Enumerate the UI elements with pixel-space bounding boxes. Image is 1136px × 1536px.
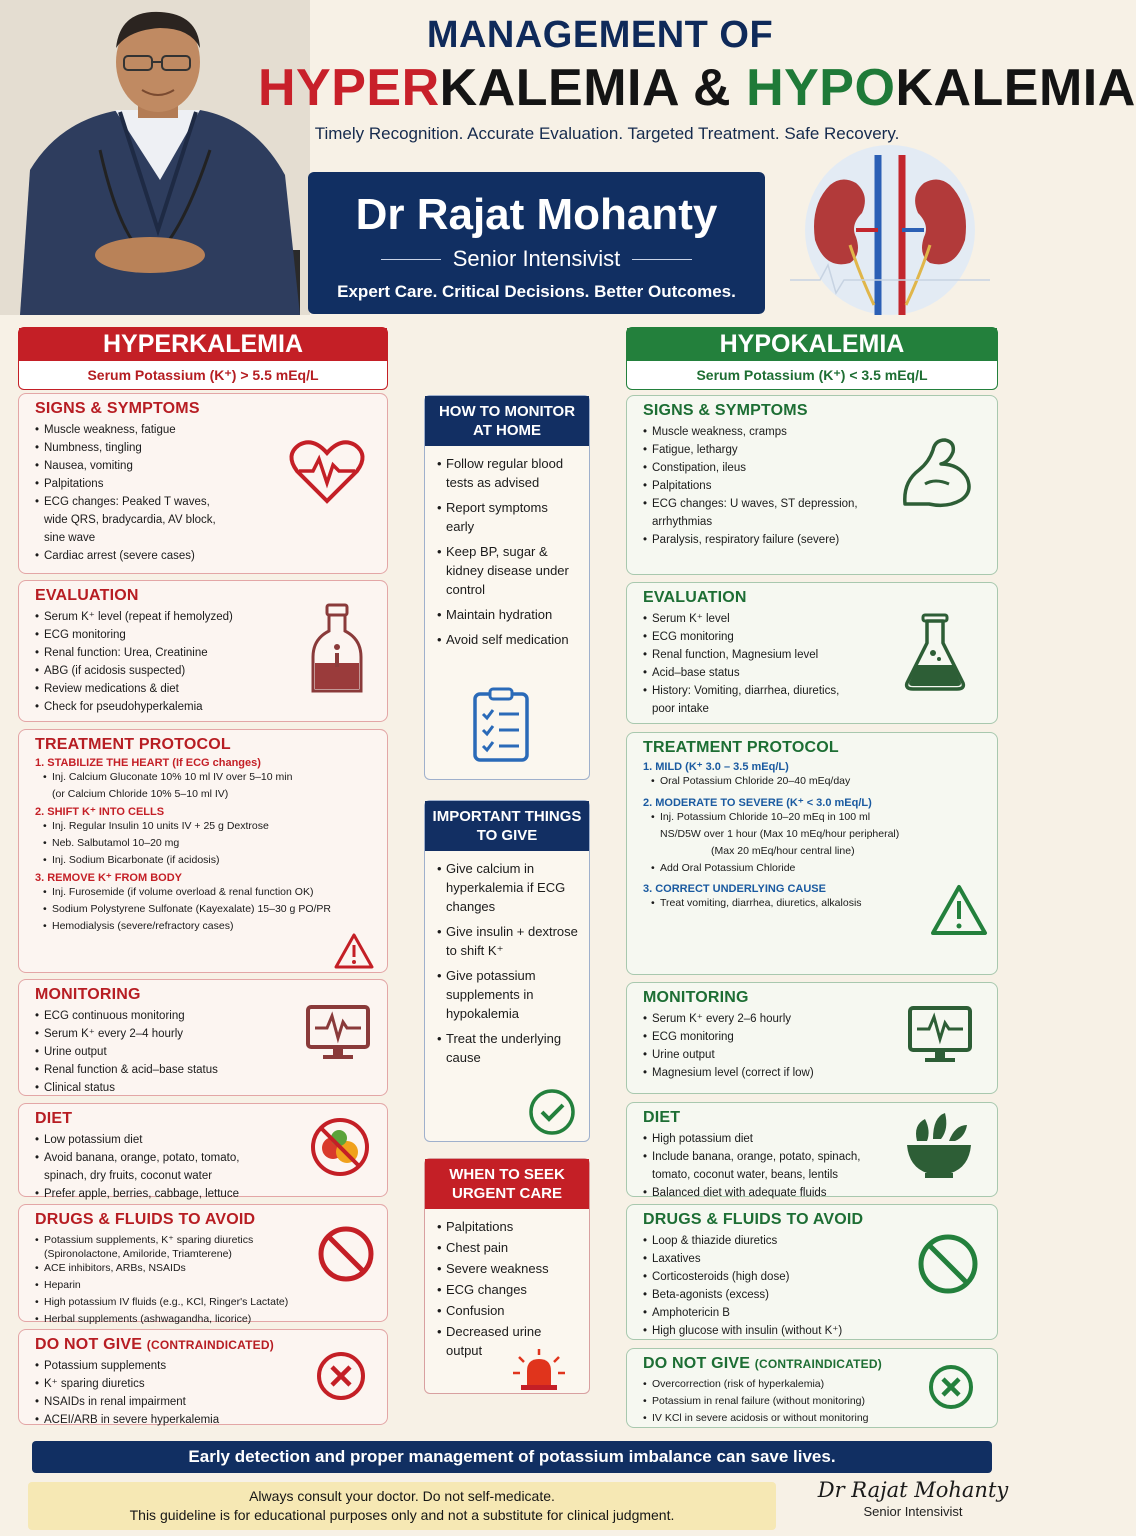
list-item: sine wave [44,532,96,544]
list-item: • Potassium in renal failure (without monitoring) [643,1393,987,1410]
list-item: • Include banana, orange, potato, spinach, [643,1148,987,1166]
motto: Expert Care. Critical Decisions. Better Outcomes. [337,282,736,301]
list-item: • Amphotericin B [643,1304,987,1322]
list-item: • Palpitations [643,477,987,495]
list-item: • ECG changes: Peaked T waves, [35,493,377,511]
list-item: • Avoid self medication [437,630,579,649]
list-item: (Max 20 mEq/hour central line) [711,845,855,857]
list-item: • Serum K⁺ level (repeat if hemolyzed) [35,608,377,626]
list-item: • ABG (if acidosis suspected) [35,662,377,680]
doctor-name-card [308,172,765,314]
section-title: HOW TO MONITOR AT HOME [425,396,589,446]
x-circle-icon [927,1363,975,1411]
list-item: poor intake [652,703,709,715]
list-item: • Acid–base status [643,664,987,682]
hyperkalemia-threshold: Serum Potassium (K⁺) > 5.5 mEq/L [87,367,319,383]
list-item: • Potassium supplements [35,1357,377,1375]
list-item: • K⁺ sparing diuretics [35,1375,377,1393]
list-item: • Urine output [643,1046,987,1064]
list-item: • Decreased urine output [437,1322,579,1360]
list-item: • Heparin [35,1277,377,1294]
list-item: • Cardiac arrest (severe cases) [35,547,377,565]
list-item: • Constipation, ileus [643,459,987,477]
section-title: EVALUATION [35,587,139,604]
signature-role: Senior Intensivist [863,1504,963,1519]
urgent-care-section [424,1158,590,1394]
hypo-treatment-section [626,732,998,975]
list-item: • Renal function & acid–base status [35,1061,377,1079]
hypokalemia-title: HYPOKALEMIA [627,328,997,361]
prohibited-icon [317,1225,375,1283]
section-title: SIGNS & SYMPTOMS [35,400,200,417]
title-hyper-suffix: KALEMIA [439,59,679,117]
list-item: • Oral Potassium Chloride 20–40 mEq/day [651,773,987,790]
hyperkalemia-title: HYPERKALEMIA [19,328,387,361]
list-item: • Low potassium diet [35,1131,377,1149]
footer-banner: Early detection and proper management of potassium imbalance can save lives. [32,1441,992,1473]
section-title: DRUGS & FLUIDS TO AVOID [643,1211,864,1228]
list-item: • High potassium diet [643,1130,987,1148]
section-title: EVALUATION [643,589,747,606]
check-circle-icon [527,1087,577,1137]
list-item: • Keep BP, sugar & kidney disease under control [437,542,579,599]
salad-bowl-icon [903,1111,975,1181]
list-item: • Palpitations [35,475,377,493]
section-title: WHEN TO SEEK URGENT CARE [425,1159,589,1209]
list-item: • ACEI/ARB in severe hyperkalemia [35,1411,377,1429]
title-hypo-suffix: KALEMIA [895,59,1136,117]
list-item: • Clinical status [35,1079,377,1097]
heart-ecg-icon [289,439,365,505]
list-item: • ECG monitoring [643,1028,987,1046]
x-circle-icon [315,1350,367,1402]
disclaimer-line2: This guideline is for educational purposes only and not a substitute for clinical judgment. [129,1507,675,1523]
list-item: • Renal function, Magnesium level [643,646,987,664]
main-title [258,58,1136,118]
list-item: • Sodium Polystyrene Sulfonate (Kayexalate) 15–30 g PO/PR [43,901,377,918]
section-title: TREATMENT PROTOCOL [643,739,839,756]
no-fruit-icon [309,1116,371,1178]
list-item: • NSAIDs in renal impairment [35,1393,377,1411]
list-item: • Inj. Furosemide (if volume overload & renal function OK) [43,884,377,901]
warning-triangle-icon [929,883,989,937]
section-title: DIET [643,1109,681,1126]
treatment-step-2: 2. MODERATE TO SEVERE (K⁺ < 3.0 mEq/L) [643,797,872,809]
signature: Dr Rajat Mohanty [817,1478,1009,1502]
list-item: • ECG monitoring [643,628,987,646]
section-title-small: (CONTRAINDICATED) [754,1357,882,1371]
hyper-signs-section [18,393,388,574]
list-item: • ECG changes: U waves, ST depression, [643,495,987,513]
section-title: DRUGS & FLUIDS TO AVOID [35,1211,256,1228]
doctor-name: Dr Rajat Mohanty [355,190,718,239]
list-item: • ECG monitoring [35,626,377,644]
hyper-evaluation-section [18,580,388,722]
list-item: • Inj. Sodium Bicarbonate (if acidosis) [43,852,377,869]
doctor-role-text: Senior Intensivist [452,246,621,271]
treatment-step-3: 3. CORRECT UNDERLYING CAUSE [643,883,826,895]
list-item: • Laxatives [643,1250,987,1268]
hyper-avoid-section [18,1204,388,1325]
list-item: • Prefer apple, berries, cabbage, lettuce [35,1185,377,1203]
list-item: (or Calcium Chloride 10% 5–10 ml IV) [52,788,229,800]
section-title: IMPORTANT THINGS TO GIVE [425,801,589,851]
title-ampersand: & [678,59,747,117]
list-item: • Avoid banana, orange, potato, tomato, [35,1149,377,1167]
list-item: • Maintain hydration [437,605,579,624]
list-item: • Herbal supplements (ashwagandha, licorice) [35,1311,377,1328]
list-item: • Hemodialysis (severe/refractory cases) [43,918,377,935]
list-item: • Magnesium level (correct if low) [643,1064,987,1082]
list-item: • Treat vomiting, diarrhea, diuretics, alkalosis [651,895,987,912]
doctor-role [308,246,765,272]
monitor-ecg-icon [305,1004,371,1062]
section-title: MONITORING [35,986,141,1003]
monitor-at-home-section [424,395,590,780]
list-item: • Serum K⁺ every 2–4 hourly [35,1025,377,1043]
section-title-small: (CONTRAINDICATED) [146,1338,274,1352]
treatment-step-1: 1. MILD (K⁺ 3.0 – 3.5 mEq/L) [643,761,789,773]
list-item: • History: Vomiting, diarrhea, diuretics, [643,682,987,700]
treatment-step-2: 2. SHIFT K⁺ INTO CELLS [35,806,165,818]
list-item: arrhythmias [652,516,713,528]
signature-block [808,1478,1018,1519]
list-item: • Serum K⁺ level [643,610,987,628]
prohibited-icon [917,1233,979,1295]
list-item: • Give potassium supplements in hypokalemia [437,966,579,1023]
section-title: DIET [35,1110,73,1127]
list-item: • Beta-agonists (excess) [643,1286,987,1304]
hyper-monitoring-section [18,979,388,1096]
list-item: • Overcorrection (risk of hyperkalemia) [643,1376,987,1393]
tagline: Timely Recognition. Accurate Evaluation. Targeted Treatment. Safe Recovery. [314,124,900,143]
things-to-give-section [424,800,590,1142]
title-line1: MANAGEMENT OF [426,14,774,56]
list-item: wide QRS, bradycardia, AV block, [44,514,216,526]
hyper-donot-section [18,1329,388,1425]
hypo-signs-section [626,395,998,575]
list-item: • Review medications & diet [35,680,377,698]
section-title: MONITORING [643,989,749,1006]
list-item: • ACE inhibitors, ARBs, NSAIDs [35,1260,377,1277]
list-item: • Paralysis, respiratory failure (severe) [643,531,987,549]
list-item: • ECG changes [437,1280,579,1299]
hypo-diet-section [626,1102,998,1197]
list-item: (Spironolactone, Amiloride, Triamterene) [44,1248,232,1260]
list-item: • Corticosteroids (high dose) [643,1268,987,1286]
list-item: • Nausea, vomiting [35,457,377,475]
list-item: • Inj. Potassium Chloride 10–20 mEq in 100 ml [651,809,987,826]
list-item: • Palpitations [437,1217,579,1236]
list-item: • Inj. Regular Insulin 10 units IV + 25 g Dextrose [43,818,377,835]
flask-bottle-icon [309,603,365,697]
hypo-evaluation-section [626,582,998,724]
section-title-text: DO NOT GIVE [643,1355,751,1372]
warning-triangle-icon [333,932,375,970]
list-item: • Follow regular blood tests as advised [437,454,579,492]
siren-alarm-icon [511,1349,567,1391]
title-hyper-prefix: HYPER [258,59,440,117]
list-item: • High glucose with insulin (without K⁺) [643,1322,987,1340]
list-item: • Check for pseudohyperkalemia [35,698,377,716]
hyper-treatment-section [18,729,388,973]
list-item: • Muscle weakness, cramps [643,423,987,441]
flask-icon [903,613,967,691]
list-item: • Report symptoms early [437,498,579,536]
list-item: • IV KCl in severe acidosis or without monitoring [643,1410,987,1427]
clipboard-checklist-icon [471,686,531,764]
doctor-photo [0,0,310,315]
kidneys-icon [790,145,990,315]
disclaimer [28,1482,776,1530]
list-item: • Numbness, tingling [35,439,377,457]
disclaimer-line1: Always consult your doctor. Do not self-medicate. [249,1488,555,1504]
list-item: tomato, coconut water, beans, lentils [652,1169,839,1181]
section-title: SIGNS & SYMPTOMS [643,402,808,419]
list-item: • Inj. Calcium Gluconate 10% 10 ml IV over 5–10 min [43,769,377,786]
list-item: • Loop & thiazide diuretics [643,1232,987,1250]
monitor-ecg-icon [907,1005,973,1065]
list-item: • High potassium IV fluids (e.g., KCl, Ringer's Lactate) [35,1294,377,1311]
hypo-donot-section [626,1348,998,1428]
title-hypo-prefix: HYPO [746,59,896,117]
hypokalemia-threshold: Serum Potassium (K⁺) < 3.5 mEq/L [696,367,928,383]
list-item: • Neb. Salbutamol 10–20 mg [43,835,377,852]
hypo-monitoring-section [626,982,998,1094]
hypo-avoid-section [626,1204,998,1340]
list-item: • Renal function: Urea, Creatinine [35,644,377,662]
list-item: • Urine output [35,1043,377,1061]
treatment-step-1: 1. STABILIZE THE HEART (If ECG changes) [35,757,261,769]
list-item: • Chest pain [437,1238,579,1257]
list-item: spinach, dry fruits, coconut water [44,1170,213,1182]
list-item: • ECG continuous monitoring [35,1007,377,1025]
list-item: • Give insulin + dextrose to shift K⁺ [437,922,579,960]
list-item: • Confusion [437,1301,579,1320]
treatment-step-3: 3. REMOVE K⁺ FROM BODY [35,872,182,884]
list-item: • Give calcium in hyperkalemia if ECG changes [437,859,579,916]
list-item: • Severe weakness [437,1259,579,1278]
list-item: • Add Oral Potassium Chloride [651,860,987,877]
list-item: NS/D5W over 1 hour (Max 10 mEq/hour peripheral) [660,828,900,840]
hyperkalemia-header [18,327,388,390]
flexed-arm-icon [899,434,975,510]
hyper-diet-section [18,1103,388,1200]
list-item: • Treat the underlying cause [437,1029,579,1067]
list-item: • Potassium supplements, K⁺ sparing diuretics [35,1232,377,1249]
list-item: • Serum K⁺ every 2–6 hourly [643,1010,987,1028]
list-item: • Muscle weakness, fatigue [35,421,377,439]
section-title: TREATMENT PROTOCOL [35,736,231,753]
hypokalemia-header [626,327,998,390]
section-title-text: DO NOT GIVE [35,1336,143,1353]
list-item: • Fatigue, lethargy [643,441,987,459]
list-item: • Balanced diet with adequate fluids [643,1184,987,1202]
